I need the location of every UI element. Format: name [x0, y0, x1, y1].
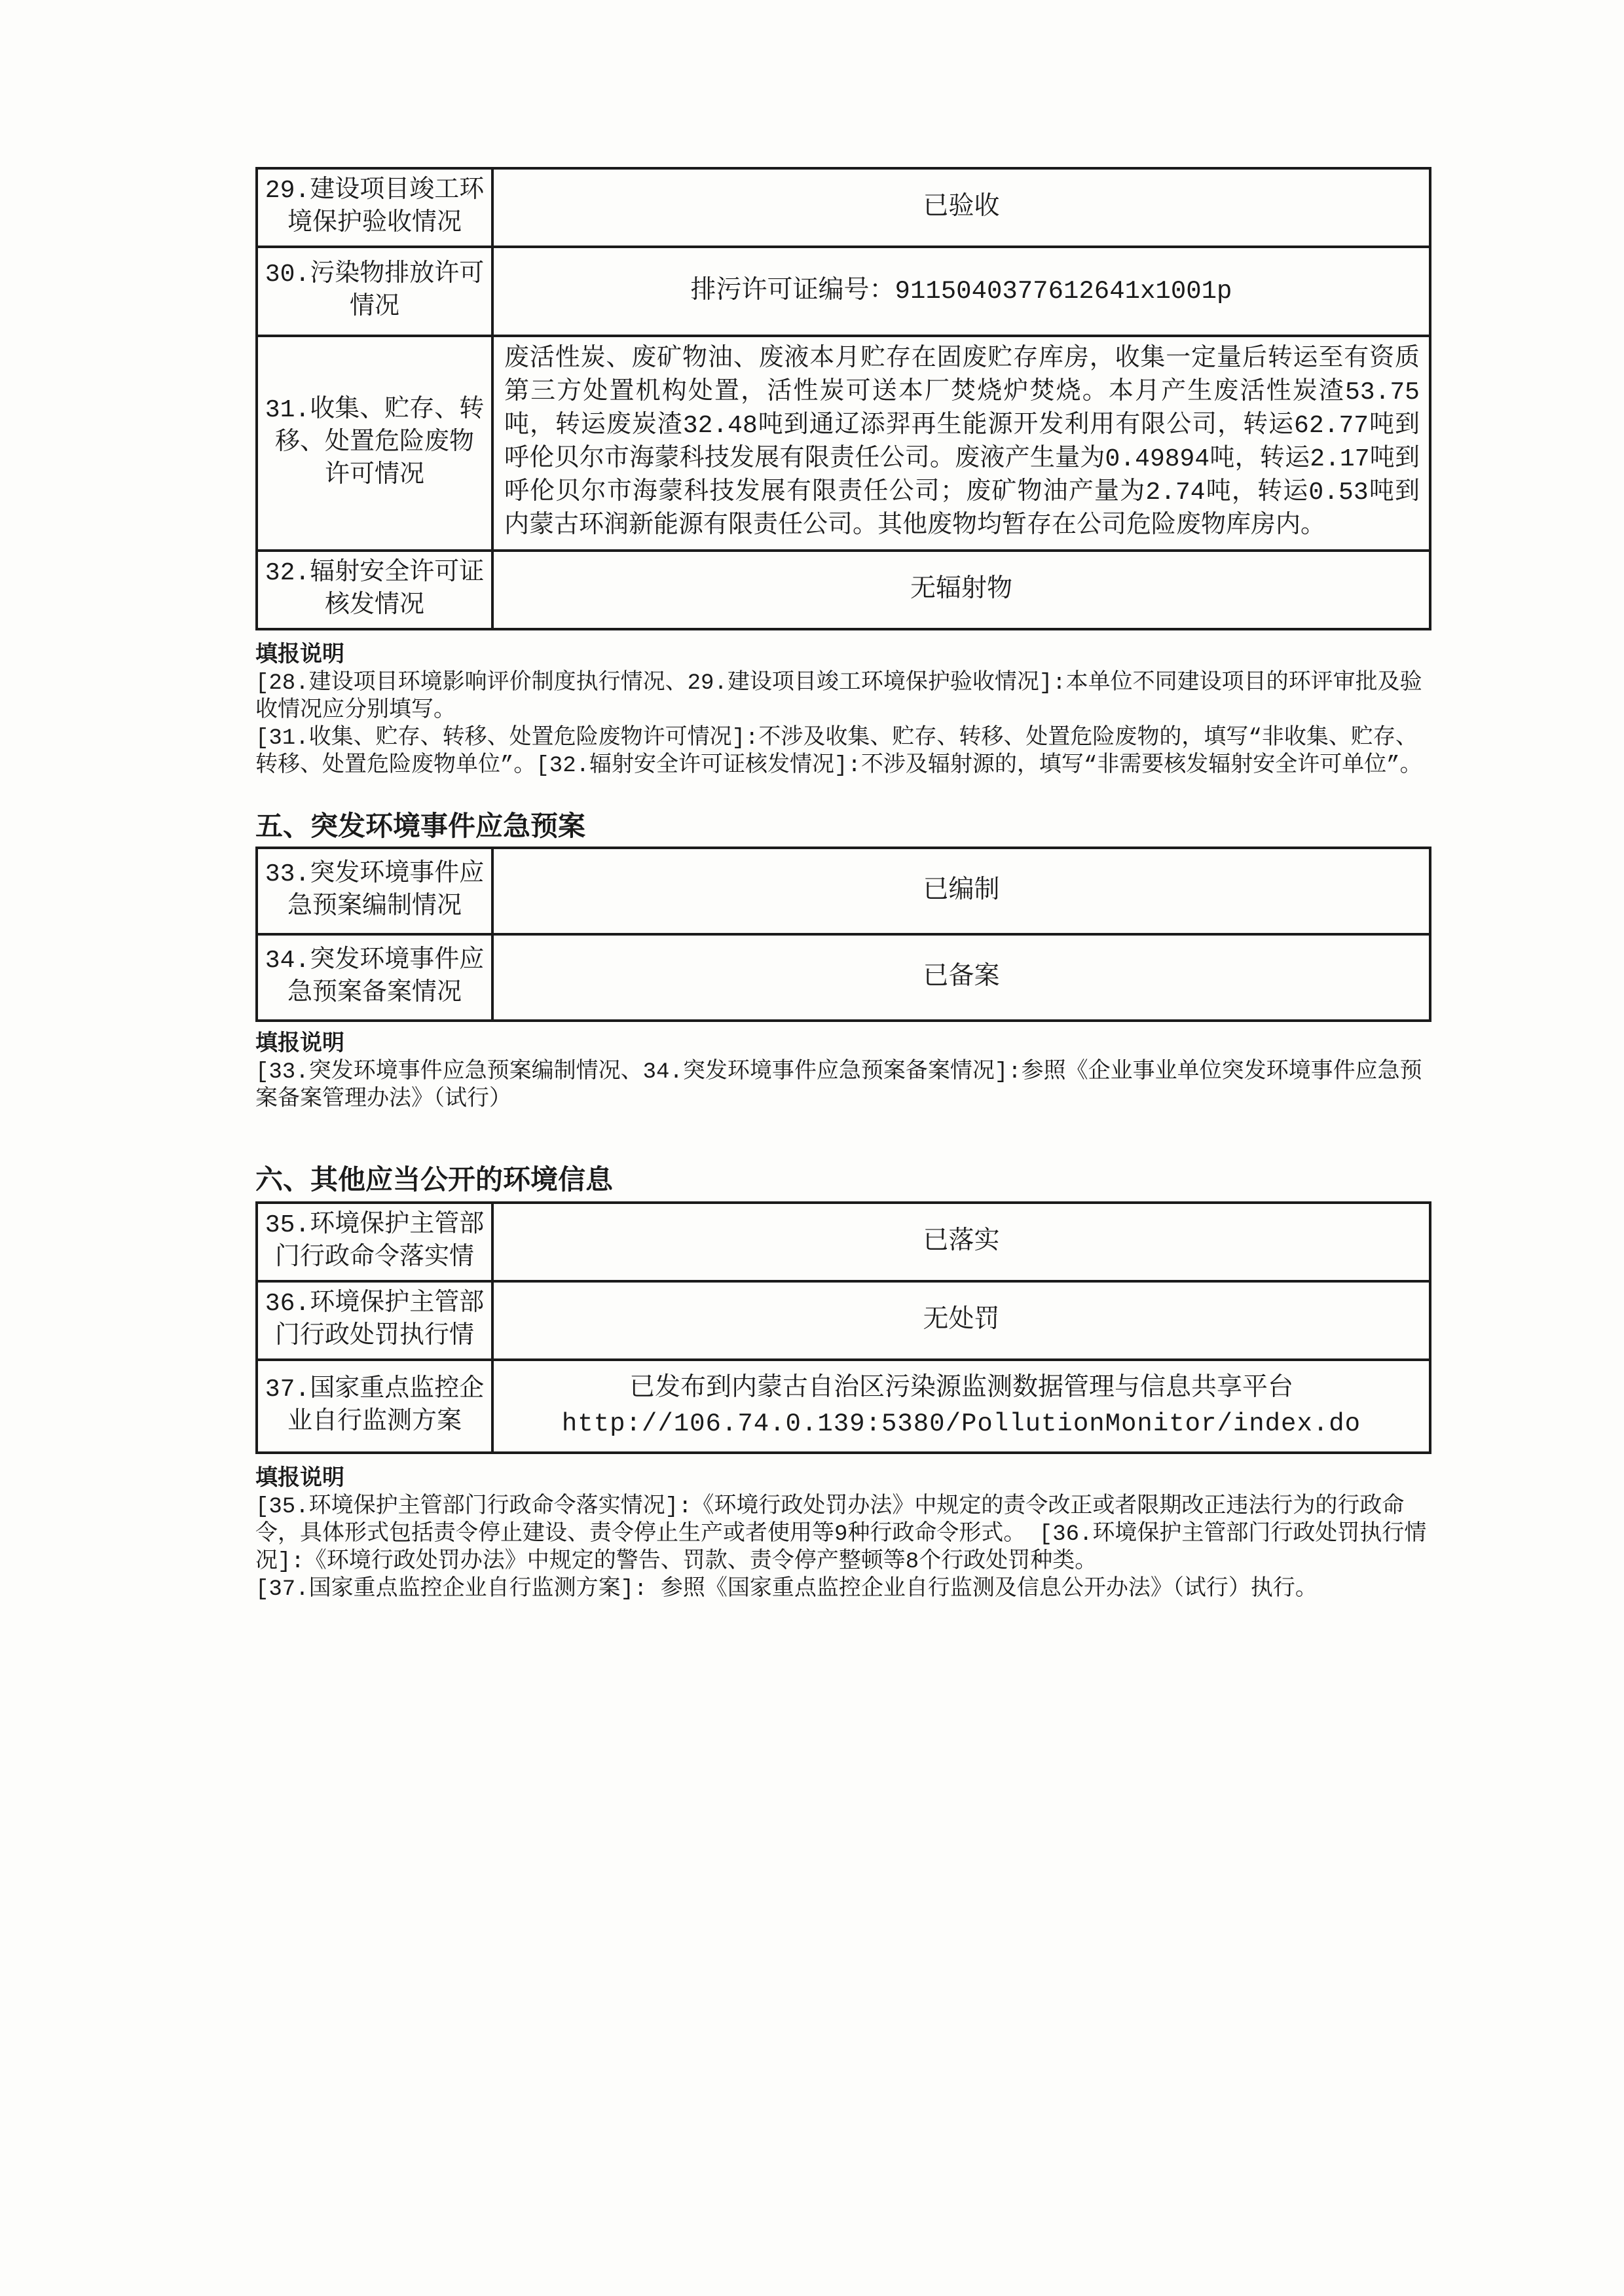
permits-waste-table	[255, 167, 1431, 630]
table-row-37	[257, 1360, 1430, 1453]
form-content	[255, 167, 1431, 1603]
table-row-31	[257, 336, 1430, 551]
row-33-label: 33.突发环境事件应急预案编制情况	[257, 848, 492, 934]
table-row-35	[257, 1203, 1430, 1281]
note-paragraph: [28.建设项目环境影响评价制度执行情况、29.建设项目竣工环境保护验收情况]:本单位不同建设项目的环评审批及验收情况应分别填写。	[255, 671, 1422, 723]
row-32-value: 无辐射物	[492, 551, 1430, 629]
table-row-32	[257, 551, 1430, 629]
table-row-34	[257, 934, 1430, 1021]
table-row-29	[257, 168, 1430, 247]
row-31-value: 废活性炭、废矿物油、废液本月贮存在固废贮存库房，收集一定量后转运至有资质第三方处置机构处置，活性炭可送本厂焚烧炉焚烧。本月产生废活性炭渣53.75吨，转运废炭渣32.48吨到通辽添羿再生能源开发利用有限公司，转运62.77吨到呼伦贝尔市海蒙科技发展有限责任公司。废液产生量为0.49894吨，转运2.17吨到呼伦贝尔市海蒙科技发展有限责任公司；废矿物油产量为2.74吨，转运0.53吨到内蒙古环润新能源有限责任公司。其他废物均暂存在公司危险废物库房内。	[492, 336, 1430, 551]
row-29-value: 已验收	[492, 168, 1430, 247]
row-36-label: 36.环境保护主管部门行政处罚执行情	[257, 1281, 492, 1360]
row-29-label: 29.建设项目竣工环境保护验收情况	[257, 168, 492, 247]
note-paragraph: [33.突发环境事件应急预案编制情况、34.突发环境事件应急预案备案情况]:参照《企业事业单位突发环境事件应急预案备案管理办法》（试行）	[255, 1060, 1422, 1112]
note-paragraph: [31.收集、贮存、转移、处置危险废物许可情况]:不涉及收集、贮存、转移、处置危险废物的，填写“非收集、贮存、转移、处置危险废物单位”。[32.辐射安全许可证核发情况]:不涉及辐射源的，填写“非需要核发辐射安全许可单位”。	[255, 726, 1422, 778]
table-row-30	[257, 247, 1430, 336]
notes-section6	[255, 1466, 1431, 1603]
table-row-33	[257, 848, 1430, 934]
section6-heading: 六、其他应当公开的环境信息	[255, 1166, 614, 1197]
emergency-plan-table	[255, 847, 1431, 1022]
monitoring-platform-url: http://106.74.0.139:5380/PollutionMonitor/index.do	[561, 1410, 1361, 1438]
row-35-value: 已落实	[492, 1203, 1430, 1281]
row-31-label: 31.收集、贮存、转移、处置危险废物许可情况	[257, 336, 492, 551]
notes-heading: 填报说明	[255, 1467, 344, 1492]
row-37-value	[492, 1360, 1430, 1453]
table-row-36	[257, 1281, 1430, 1360]
monitoring-platform-text: 已发布到内蒙古自治区污染源监测数据管理与信息共享平台	[629, 1374, 1293, 1403]
note-paragraph: [37.国家重点监控企业自行监测方案]: 参照《国家重点监控企业自行监测及信息公开办法》（试行）执行。	[255, 1577, 1318, 1602]
row-30-value: 排污许可证编号：9115040377612641x1001p	[492, 247, 1430, 336]
row-35-label: 35.环境保护主管部门行政命令落实情	[257, 1203, 492, 1281]
row-33-value: 已编制	[492, 848, 1430, 934]
row-34-label: 34.突发环境事件应急预案备案情况	[257, 934, 492, 1021]
other-disclosure-table	[255, 1201, 1431, 1454]
notes-section5	[255, 1031, 1431, 1114]
row-32-label: 32.辐射安全许可证核发情况	[257, 551, 492, 629]
row-34-value: 已备案	[492, 934, 1430, 1021]
notes-heading: 填报说明	[255, 1032, 344, 1057]
note-paragraph: [35.环境保护主管部门行政命令落实情况]:《环境行政处罚办法》中规定的责令改正或者限期改正违法行为的行政命令，具体形式包括责令停止建设、责令停止生产或者使用等9种行政命令形式。 [36.环境保护主管部门行政处罚执行情况]:《环境行政处罚办法》中规定的警告、罚款、责令停产整顿等8个行政处罚种类。	[255, 1495, 1427, 1575]
notes-section4	[255, 642, 1431, 780]
row-37-label: 37.国家重点监控企业自行监测方案	[257, 1360, 492, 1453]
row-30-label: 30.污染物排放许可情况	[257, 247, 492, 336]
section5-heading: 五、突发环境事件应急预案	[255, 812, 586, 844]
row-36-value: 无处罚	[492, 1281, 1430, 1360]
notes-heading: 填报说明	[255, 644, 344, 668]
